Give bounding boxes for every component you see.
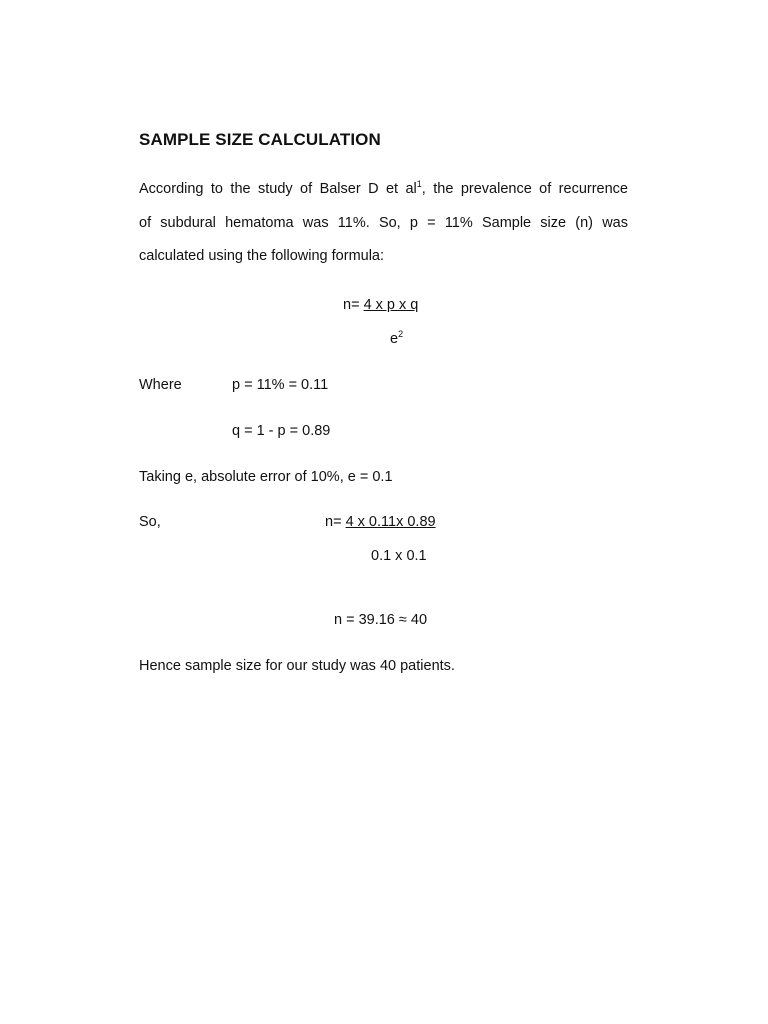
formula-1-numerator-line [343,297,418,313]
formula-1-numerator: 4 x p x q [363,297,419,313]
so-label: So, [139,514,161,530]
page-title: SAMPLE SIZE CALCULATION [139,130,381,149]
formula-1-denominator-base: e [390,331,399,347]
q-definition: q = 1 - p = 0.89 [232,423,331,439]
error-line: Taking e, absolute error of 10%, e = 0.1 [139,469,393,485]
intro-line-3: calculated using the following formula: [139,248,385,264]
citation-superscript: 1 [416,179,422,189]
formula-1-lhs: n= [343,297,364,313]
formula-1-denominator [390,331,403,347]
p-definition: p = 11% = 0.11 [232,377,329,393]
formula-1-denominator-exponent: 2 [398,329,404,339]
intro-line-1-before: According to the study of Balser D et al [139,181,417,197]
formula-2-lhs: n= [325,514,346,530]
formula-2-denominator: 0.1 x 0.1 [371,548,427,564]
intro-line-1-after: , the prevalence of recurrence [421,181,628,197]
where-label: Where [139,377,182,393]
intro-line-1 [139,181,628,197]
result-line: n = 39.16 ≈ 40 [334,612,428,628]
formula-2-numerator: 4 x 0.11x 0.89 [345,514,436,530]
formula-2-numerator-line [325,514,436,530]
intro-line-2: of subdural hematoma was 11%. So, p = 11% Sample size (n) was [139,215,628,231]
conclusion-line: Hence sample size for our study was 40 patients. [139,658,455,674]
